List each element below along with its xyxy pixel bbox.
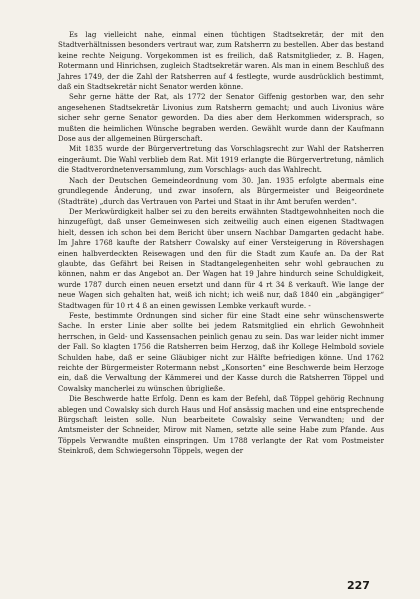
paragraph-4: Nach der Deutschen Gemeindeordnung vom 30. Jan. 1935 erfolgte abermals eine grundlegende Änderung, und zwar insofern, als Bürgermeister und Beigeordnete (Stadträte) „durch das Vertrauen von Partei und Staat in ihr Amt berufen werden“. (58, 175, 384, 206)
page-number: 227 (347, 579, 370, 592)
paragraph-7: Die Beschwerde hatte Erfolg. Denn es kam der Befehl, daß Töppel gehörig Rechnung ablegen und Cowalsky sich durch Haus und Hof ansässig machen und eine entsprechende Bürgschaft leisten solle. Nun bearbeitete Cowalsky seine Verwandten; und der Amtsmeister der Schneider, Mirow mit Namen, setzte alle seine Habe zum Pfande. Aus Töppels Verwandte mußten einspringen. Um 1788 verlangte der Rat vom Postmeister Steinkroß, dem Schwiegersohn Töppels, wegen der (58, 394, 384, 456)
paragraph-6: Feste, bestimmte Ordnungen sind sicher für eine Stadt eine sehr wünschenswerte Sache. In erster Linie aber sollte bei jedem Ratsmitglied ein ehrlich Gewohnheit herrschen, in Geld- und Kassensachen peinlich genau zu sein. Das war leider nicht immer der Fall. So klagten 1756 die Ratsherren beim Herzog, daß ihr Kollege Helmbold soviele Schulden habe, daß er seine Gläubiger nicht zur Hälfte befriedigen könne. Und 1762 reichte der Bürgermeister Rotermann nebst „Konsorten“ eine Beschwerde beim Herzoge ein, daß die Verwaltung der Kämmerei und der Kasse durch die Ratsherren Töppel und Cowalsky mancherlei zu wünschen übrigließe. (58, 310, 384, 393)
paragraph-5: Der Merkwürdigkeit halber sei zu den bereits erwähnten Stadtgewohnheiten noch die hinzugefügt, daß unser Gemeinwesen sich zeitweilig auch einen eigenen Stadtwagen hielt, dessen ich schon bei dem Bericht über unsern Nachbar Damgarten gedacht habe. Im Jahre 1768 kaufte der Ratsherr Cowalsky auf einer Versteigerung in Rövershagen einen halbverdeckten Reisewagen und den für die Stadt zum Kaufe an. Da der Rat glaubte, das Gefährt bei Reisen in Stadtangelegenheiten sehr wohl gebrauchen zu können, nahm er das Angebot an. Der Wagen hat 19 Jahre hindurch seine Schuldigkeit, wurde 1787 durch einen neuen ersetzt und dann für 4 rt 34 ß verkauft. Wie lange der neue Wagen sich gehalten hat, weiß ich nicht; ich weiß nur, daß 1840 ein „abgängiger“ Stadtwagen für 10 rt 4 ß an einen gewissen Lembke verkauft wurde. - (58, 206, 384, 310)
paragraph-2: Sehr gerne hätte der Rat, als 1772 der Senator Giffenig gestorben war, den sehr angesehenen Stadtsekretär Livonius zum Ratsherrn gemacht; und auch Livonius wäre sicher sehr gerne Senator geworden. Da dies aber dem Herkommen widersprach, so mußten die heimlichen Wünsche begraben werden. Gewählt wurde dann der Kaufmann Dose aus der allgemeinen Bürgerschaft. (58, 92, 384, 144)
paragraph-1: Es lag vielleicht nahe, einmal einen tüchtigen Stadtsekretär, der mit den Stadtverhältnissen besonders vertraut war, zum Ratsherrn zu bestellen. Aber das bestand keine rechte Neigung. Vorgekommen ist es freilich, daß Ratsmitglieder, z. B. Hagen, Rotermann und Hinrichsen, zugleich Stadtsekretär waren. Als man in einem Beschluß des Jahres 1749, der die Zahl der Ratsherren auf 4 festlegte, wurde ausdrücklich bestimmt, daß ein Stadtsekretär nicht Senator werden könne. (58, 30, 384, 92)
paragraph-3: Mit 1835 wurde der Bürgervertretung das Vorschlagsrecht zur Wahl der Ratsherren eingeräumt. Die Wahl verblieb dem Rat. Mit 1919 erlangte die Bürgervertretung, nämlich die Stadtverordnetenversammlung, zum Vorschlags- auch das Wahlrecht. (58, 144, 384, 175)
document-page (58, 30, 384, 457)
